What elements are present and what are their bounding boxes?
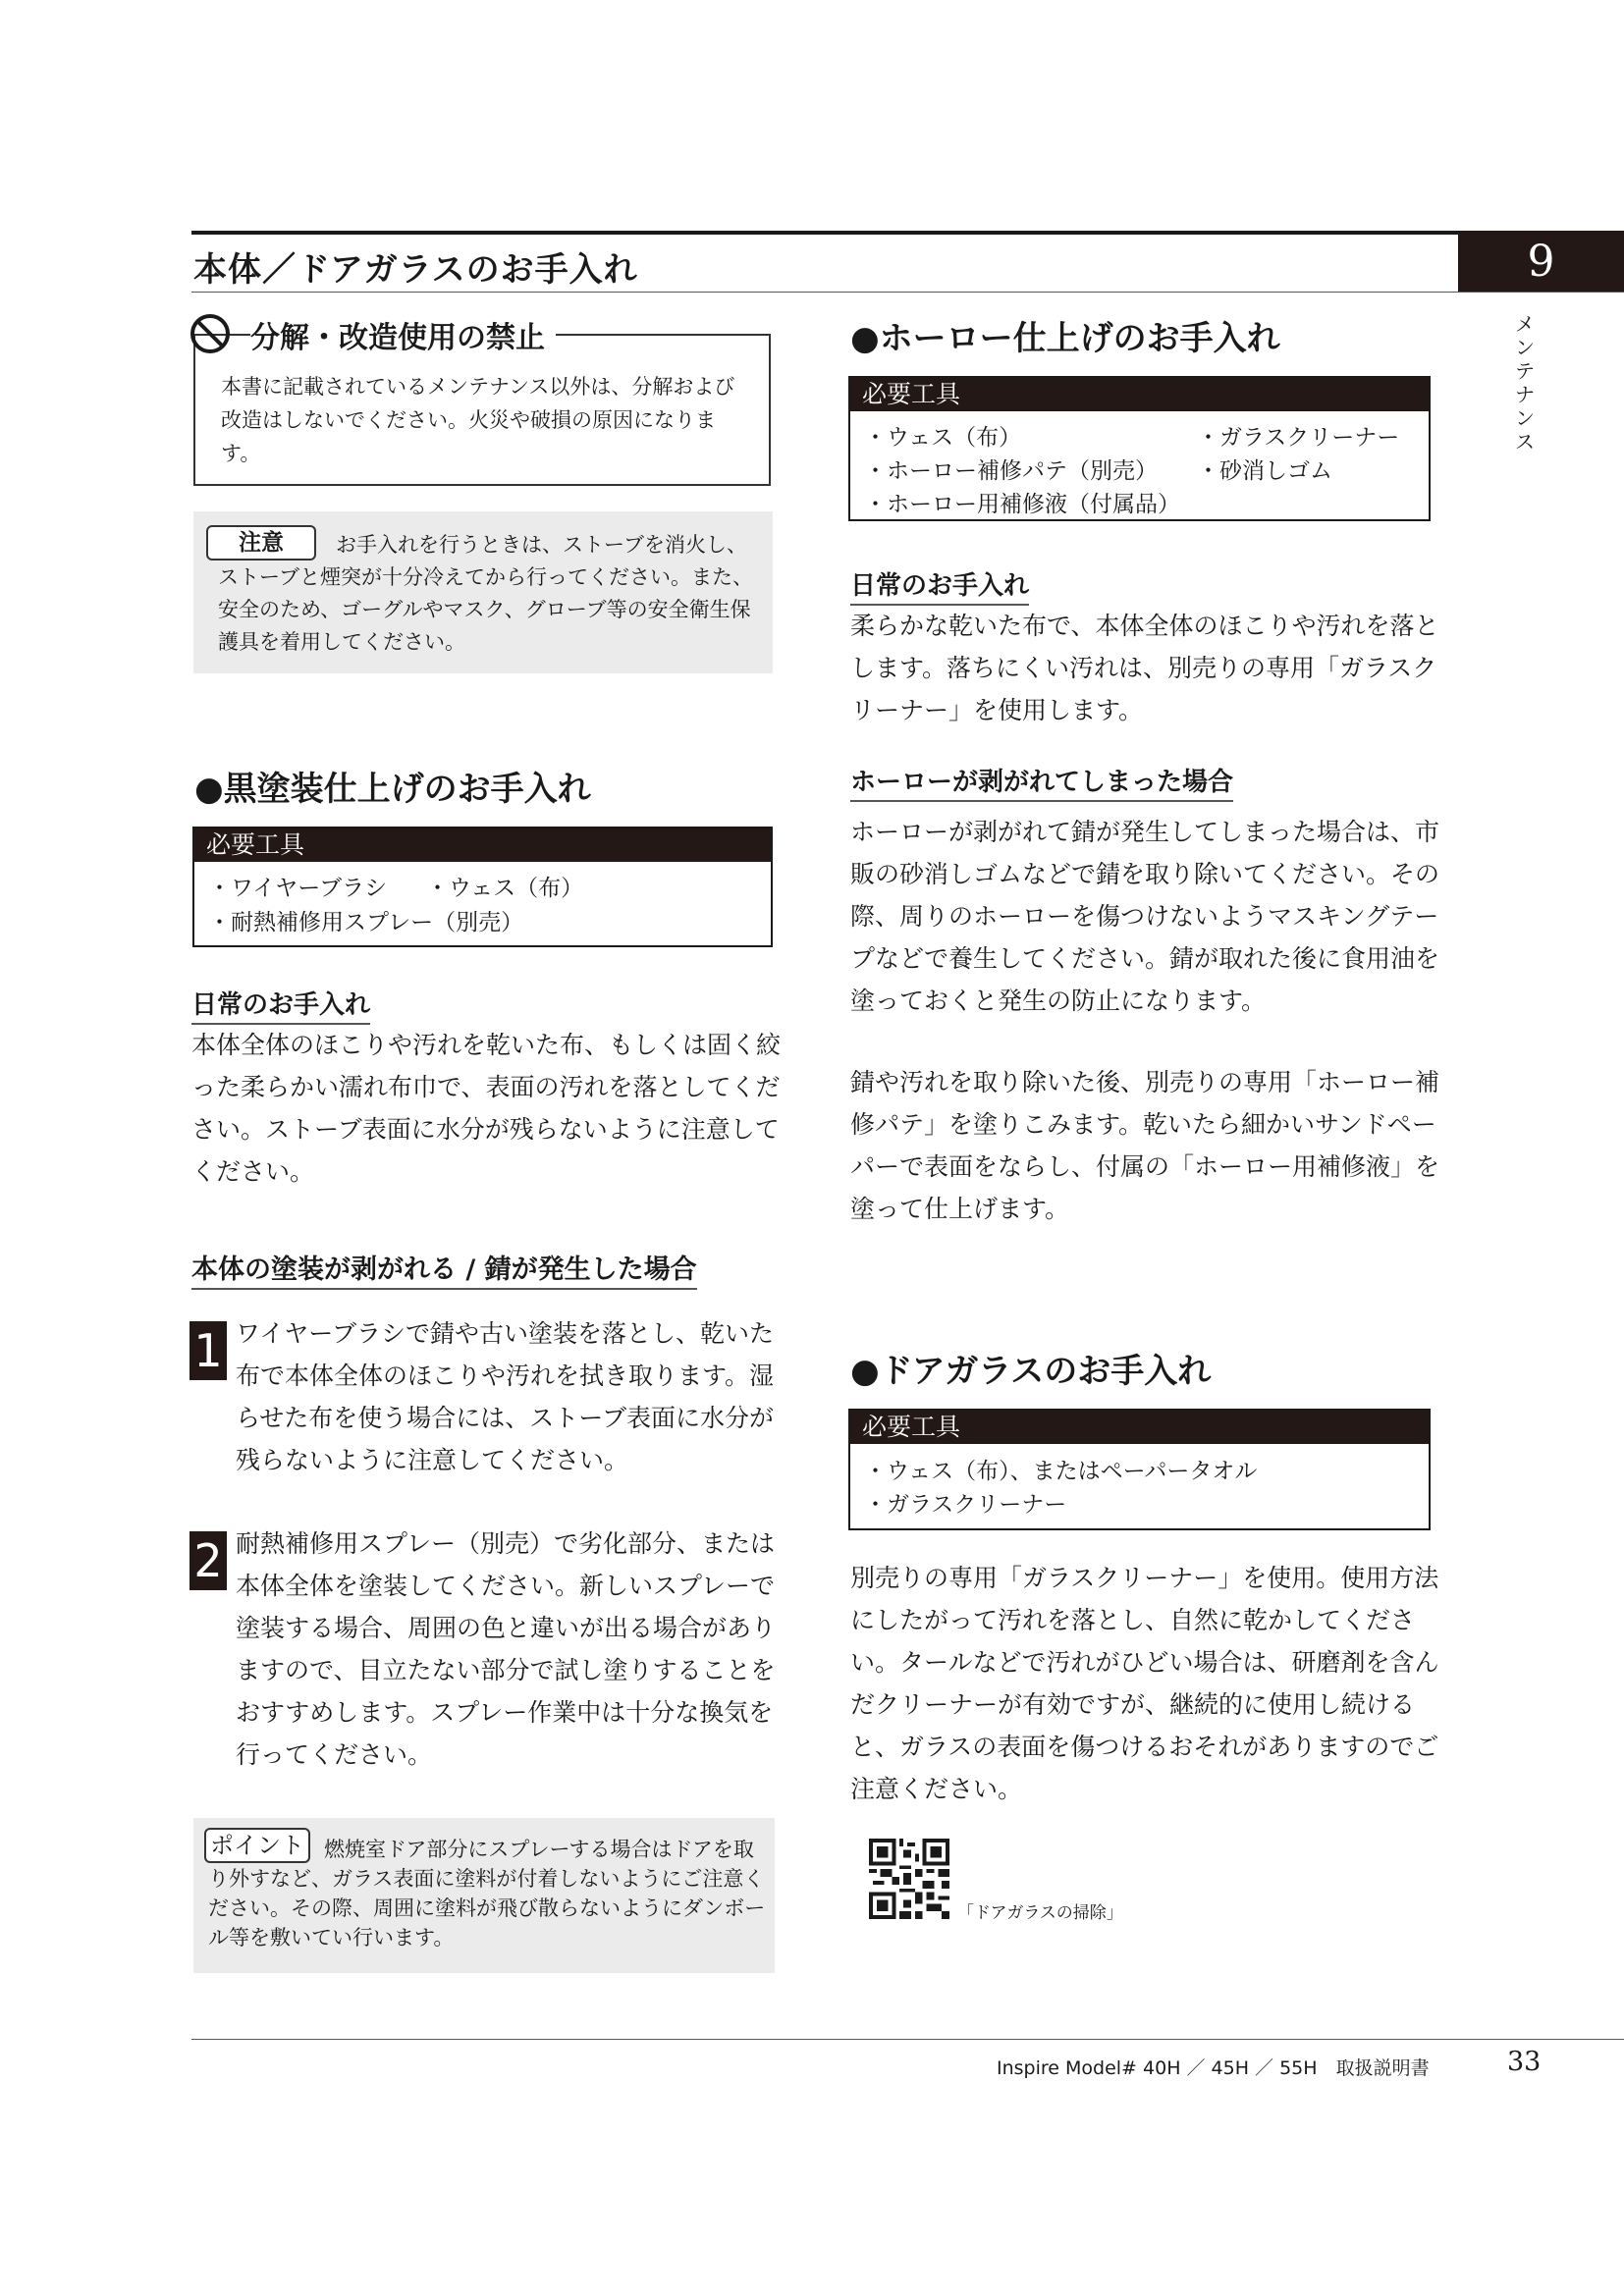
toolbox-header: 必要工具	[850, 1411, 1429, 1444]
enamel-heading: ●ホーロー仕上げのお手入れ	[850, 319, 1280, 358]
tool-item: ・ガラスクリーナー	[1197, 425, 1400, 451]
tool-item: ・砂消しゴム	[1197, 458, 1332, 484]
black-paint-toolbox	[192, 827, 773, 947]
caution-tag: 注意	[206, 525, 316, 561]
side-label-char: ン	[1515, 406, 1535, 430]
toolbox-header: 必要工具	[850, 378, 1429, 411]
black-daily-text: 本体全体のほこりや汚れを乾いた布、もしくは固く絞った柔らかい濡れ布巾で、表面の汚れを落としてください。ストーブ表面に水分が残らないように注意してください。	[191, 1031, 782, 1186]
footer-rule	[191, 2039, 1624, 2040]
prohibition-text: 本書に記載されているメンテナンス以外は、分解および改造はしないでください。火災や破損の原因になります。	[221, 375, 735, 465]
step-number: 1	[189, 1321, 227, 1380]
chapter-number: 9	[1458, 231, 1624, 293]
tool-item: ・ホーロー用補修液（付属品）	[864, 492, 1180, 517]
header-rule	[191, 231, 1458, 235]
prohibited-icon	[189, 312, 232, 355]
door-glass-text: 別売りの専用「ガラスクリーナー」を使用。使用方法にしたがって汚れを落とし、自然に乾かしてください。タールなどで汚れがひどい場合は、研磨剤を含んだクリーナーが有効ですが、継続的に使用し続けると、ガラスの表面を傷つけるおそれがありますのでご注意ください。	[850, 1564, 1439, 1803]
side-label-char: テ	[1515, 359, 1535, 383]
page-number: 33	[1507, 2047, 1542, 2077]
tool-item: ・ウェス（布）、またはペーパータオル	[864, 1459, 1258, 1484]
enamel-toolbox	[848, 376, 1431, 521]
qr-caption: 「ドアガラスの掃除」	[957, 1903, 1123, 1923]
qr-code[interactable]	[869, 1839, 949, 1919]
side-label-char: メ	[1515, 312, 1535, 336]
enamel-peel-text-1: ホーローが剥がれて錆が発生してしまった場合は、市販の砂消しゴムなどで錆を取り除いてください。その際、周りのホーローを傷つけないようマスキングテープなどで養生してください。錆が取れた後に食用油を塗っておくと発生の防止になります。	[850, 818, 1440, 1015]
enamel-daily-heading: 日常のお手入れ	[850, 565, 1029, 606]
tool-item: ・ウェス（布）	[864, 425, 1022, 451]
tool-item: ・ガラスクリーナー	[864, 1492, 1067, 1518]
enamel-peel-heading: ホーローが剥がれてしまった場合	[850, 762, 1233, 802]
prohibition-title: 分解・改造使用の禁止	[250, 313, 555, 356]
footer-model: Inspire Model# 40H ／ 45H ／ 55H 取扱説明書	[997, 2057, 1430, 2079]
toolbox-header: 必要工具	[194, 828, 771, 862]
step-number: 2	[189, 1531, 227, 1590]
side-label	[1510, 312, 1540, 454]
caution-text: お手入れを行うときは、ストーブを消火し、ストーブと煙突が十分冷えてから行ってください。また、安全のため、ゴーグルやマスク、グローブ等の安全衛生保護具を着用してください。	[218, 533, 753, 654]
tool-item: ・ホーロー補修パテ（別売）	[864, 458, 1158, 484]
step-text: 耐熱補修用スプレー（別売）で劣化部分、または本体全体を塗装してください。新しいスプレーで塗装する場合、周囲の色と違いが出る場合がありますので、目立たない部分で試し塗りすることをおすすめします。スプレー作業中は十分な換気を行ってください。	[236, 1529, 777, 1769]
black-daily-heading: 日常のお手入れ	[191, 985, 370, 1025]
tool-item: ・耐熱補修用スプレー（別売）	[208, 910, 524, 935]
side-label-char: ナ	[1515, 383, 1535, 406]
step-text: ワイヤーブラシで錆や古い塗装を落とし、乾いた布で本体全体のほこりや汚れを拭き取ります。湿らせた布を使う場合には、ストーブ表面に水分が残らないように注意してください。	[236, 1319, 775, 1474]
black-peel-heading: 本体の塗装が剥がれる / 錆が発生した場合	[191, 1248, 697, 1290]
point-text: 燃焼室ドア部分にスプレーする場合はドアを取り外すなど、ガラス表面に塗料が付着しないようにご注意ください。その際、周囲に塗料が飛び散らないようにダンボール等を敷いてい行います。	[208, 1838, 766, 1949]
enamel-peel-text-2: 錆や汚れを取り除いた後、別売りの専用「ホーロー補修パテ」を塗りこみます。乾いたら細かいサンドペーパーで表面をならし、付属の「ホーロー用補修液」を塗って仕上げます。	[850, 1068, 1440, 1223]
page-title: 本体／ドアガラスのお手入れ	[193, 250, 638, 290]
side-label-char: ス	[1515, 430, 1535, 454]
header-sub-rule	[191, 292, 1624, 293]
tool-item: ・ワイヤーブラシ	[208, 876, 388, 901]
enamel-daily-text: 柔らかな乾いた布で、本体全体のほこりや汚れを落とします。落ちにくい汚れは、別売りの専用「ガラスクリーナー」を使用します。	[850, 612, 1439, 724]
side-label-char: ン	[1515, 336, 1535, 359]
tool-item: ・ウェス（布）	[426, 876, 584, 901]
point-tag: ポイント	[204, 1828, 310, 1863]
door-glass-heading: ●ドアガラスのお手入れ	[850, 1352, 1212, 1391]
door-glass-toolbox	[848, 1409, 1431, 1530]
black-paint-heading: ●黒塗装仕上げのお手入れ	[194, 770, 591, 809]
